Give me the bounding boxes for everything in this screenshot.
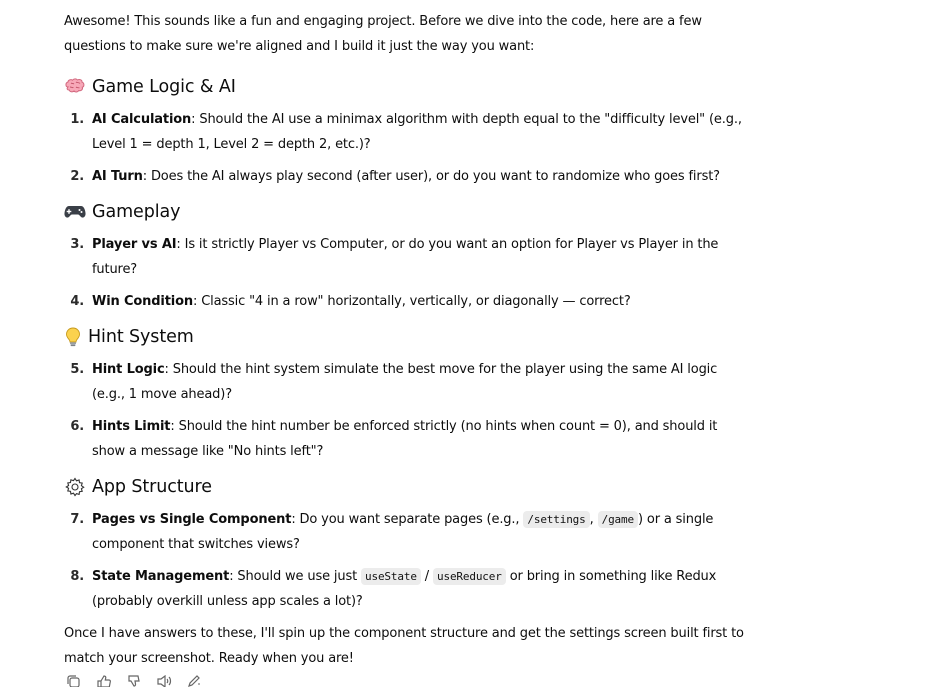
message-actions (64, 675, 204, 691)
list-item (64, 414, 744, 464)
item-label: Hint Logic (92, 362, 165, 377)
edit-icon[interactable] (184, 675, 204, 691)
item-number: 8. (70, 569, 84, 584)
item-number: 2. (70, 169, 84, 184)
section-heading-ai (64, 71, 744, 103)
brain-icon (64, 76, 86, 98)
closing-paragraph: Once I have answers to these, I'll spin up the component structure and get the settings screen built first to match your screenshot. Ready when you are! (64, 626, 744, 666)
item-label: Win Condition (92, 294, 193, 309)
item-text: ) or a single component that switches views? (92, 512, 714, 552)
inline-code: useReducer (433, 568, 506, 585)
item-text: , (589, 512, 598, 527)
item-number: 5. (70, 362, 84, 377)
item-number: 6. (70, 419, 84, 434)
item-text: : Should the hint number be enforced strictly (no hints when count = 0), and should it show a message like "No hints left"? (92, 419, 718, 459)
item-label: AI Turn (92, 169, 143, 184)
intro-paragraph: Awesome! This sounds like a fun and engaging project. Before we dive into the code, here are a few questions to make sure we're aligned and I build it just the way you want: (64, 14, 702, 54)
question-list-gameplay (64, 232, 744, 314)
item-number: 4. (70, 294, 84, 309)
item-text: : Should the AI use a minimax algorithm with depth equal to the "difficulty level" (e.g., Level 1 = depth 1, Level 2 = depth 2, etc.)? (92, 112, 742, 152)
list-item (64, 507, 744, 557)
gear-icon (64, 476, 86, 498)
question-list-hint (64, 357, 744, 464)
question-list-app (64, 507, 744, 614)
list-item (64, 107, 744, 157)
section-title: Gameplay (92, 202, 181, 222)
item-text: : Should we use just (229, 569, 362, 584)
inline-code: /settings (523, 511, 589, 528)
question-list-ai (64, 107, 744, 189)
section-title: Game Logic & AI (92, 77, 236, 97)
lightbulb-icon (64, 326, 82, 348)
list-item (64, 232, 744, 282)
list-item (64, 289, 744, 314)
gamepad-icon (64, 201, 86, 223)
copy-icon[interactable] (64, 675, 84, 691)
item-text: / (420, 569, 433, 584)
item-number: 1. (70, 112, 84, 127)
thumbs-up-icon[interactable] (94, 675, 114, 691)
list-item (64, 164, 744, 189)
inline-code: useState (361, 568, 421, 585)
item-label: Hints Limit (92, 419, 171, 434)
item-text: : Does the AI always play second (after user), or do you want to randomize who goes first? (142, 169, 720, 184)
item-text: : Classic "4 in a row" horizontally, vertically, or diagonally — correct? (192, 294, 631, 309)
assistant-message (64, 9, 744, 671)
speaker-icon[interactable] (154, 675, 174, 691)
section-title: Hint System (88, 327, 194, 347)
item-text: : Should the hint system simulate the best move for the player using the same AI logic (e.g., 1 move ahead)? (92, 362, 718, 402)
item-label: Pages vs Single Component (92, 512, 292, 527)
item-number: 3. (70, 237, 84, 252)
section-title: App Structure (92, 477, 212, 497)
item-text: : Is it strictly Player vs Computer, or do you want an option for Player vs Player in the future? (92, 237, 719, 277)
item-text: or bring in something like Redux (probably overkill unless app scales a lot)? (92, 569, 717, 609)
inline-code: /game (598, 511, 638, 528)
list-item (64, 357, 744, 407)
item-label: State Management (92, 569, 230, 584)
item-text: : Do you want separate pages (e.g., (291, 512, 524, 527)
list-item (64, 564, 744, 614)
thumbs-down-icon[interactable] (124, 675, 144, 691)
section-heading-gameplay (64, 196, 744, 228)
section-heading-app (64, 471, 744, 503)
item-number: 7. (70, 512, 84, 527)
section-heading-hint (64, 321, 744, 353)
item-label: Player vs AI (92, 237, 177, 252)
item-label: AI Calculation (92, 112, 192, 127)
